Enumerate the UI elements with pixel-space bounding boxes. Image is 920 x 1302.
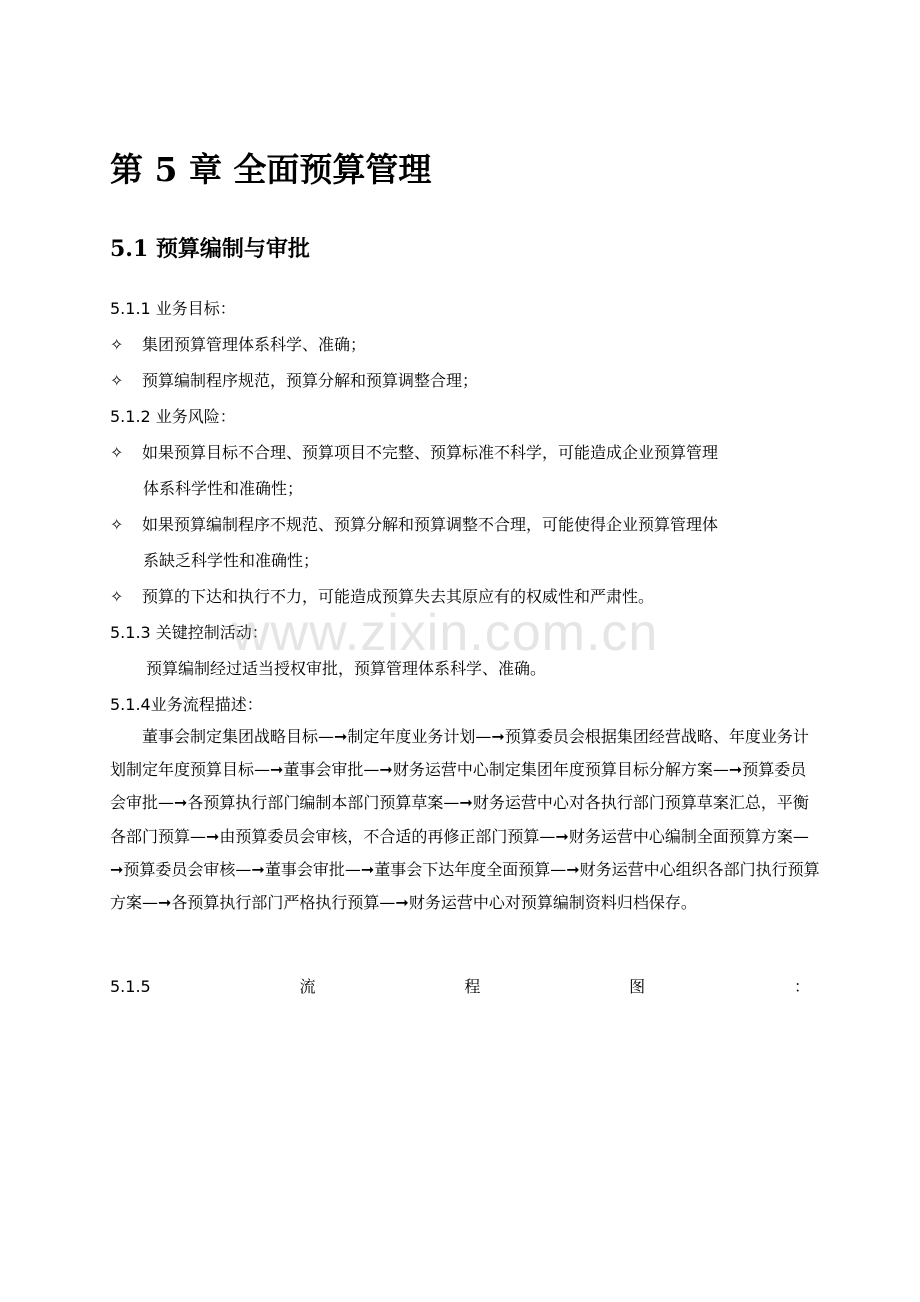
bullet-text: 预算的下达和执行不力，可能造成预算失去其原应有的权威性和严肃性。 bbox=[142, 587, 655, 606]
bullet-icon: ✧ bbox=[110, 587, 124, 606]
bullet-text: 预算编制程序规范，预算分解和预算调整合理； bbox=[142, 371, 479, 390]
list-item bbox=[110, 442, 718, 464]
heading-515-number: 5.1.5 bbox=[110, 977, 151, 996]
bullet-text-continued: 系缺乏科学性和准确性； bbox=[143, 551, 320, 570]
bullet-text-continued: 体系科学性和准确性； bbox=[143, 479, 304, 498]
heading-511: 5.1.1 业务目标： bbox=[110, 299, 236, 318]
heading-512: 5.1.2 业务风险： bbox=[110, 407, 236, 426]
heading-514: 5.1.4业务流程描述： bbox=[110, 695, 263, 714]
list-item bbox=[110, 334, 366, 356]
chapter-title: 第 5 章 全面预算管理 bbox=[110, 150, 432, 189]
heading-515 bbox=[110, 976, 810, 998]
heading-513: 5.1.3 关键控制活动： bbox=[110, 623, 268, 642]
process-description: 董事会制定集团战略目标—➞制定年度业务计划—➞预算委员会根据集团经营战略、年度业务计划制定年度预算目标—➞董事会审批—➞财务运营中心制定集团年度预算目标分解方案—➞预算委员会审批—➞各预算执行部门编制本部门预算草案—➞财务运营中心对各执行部门预算草案汇总，平衡各部门预算—➞由预算委员会审核，不合适的再修正部门预算—➞财务运营中心编制全面预算方案—➞预算委员会审核—➞董事会审批—➞董事会下达年度全面预算—➞财务运营中心组织各部门执行预算方案—➞各预算执行部门严格执行预算—➞财务运营中心对预算编制资料归档保存。 bbox=[110, 727, 820, 913]
bullet-text: 如果预算目标不合理、预算项目不完整、预算标准不科学，可能造成企业预算管理 bbox=[142, 443, 719, 462]
heading-515-colon: ： bbox=[793, 977, 810, 996]
heading-515-word: 图 bbox=[629, 977, 646, 996]
bullet-icon: ✧ bbox=[110, 443, 124, 462]
control-activity-text: 预算编制经过适当授权审批，预算管理体系科学、准确。 bbox=[146, 659, 547, 678]
bullet-text: 集团预算管理体系科学、准确； bbox=[142, 335, 367, 354]
heading-515-word: 程 bbox=[464, 977, 481, 996]
heading-515-word: 流 bbox=[299, 977, 316, 996]
list-item bbox=[110, 514, 718, 536]
list-item bbox=[110, 370, 478, 392]
bullet-icon: ✧ bbox=[110, 371, 124, 390]
watermark: www.zixin.com.cn bbox=[232, 604, 659, 662]
bullet-text: 如果预算编制程序不规范、预算分解和预算调整不合理，可能使得企业预算管理体 bbox=[142, 515, 719, 534]
bullet-icon: ✧ bbox=[110, 335, 124, 354]
section-title: 5.1 预算编制与审批 bbox=[110, 236, 310, 262]
bullet-icon: ✧ bbox=[110, 515, 124, 534]
